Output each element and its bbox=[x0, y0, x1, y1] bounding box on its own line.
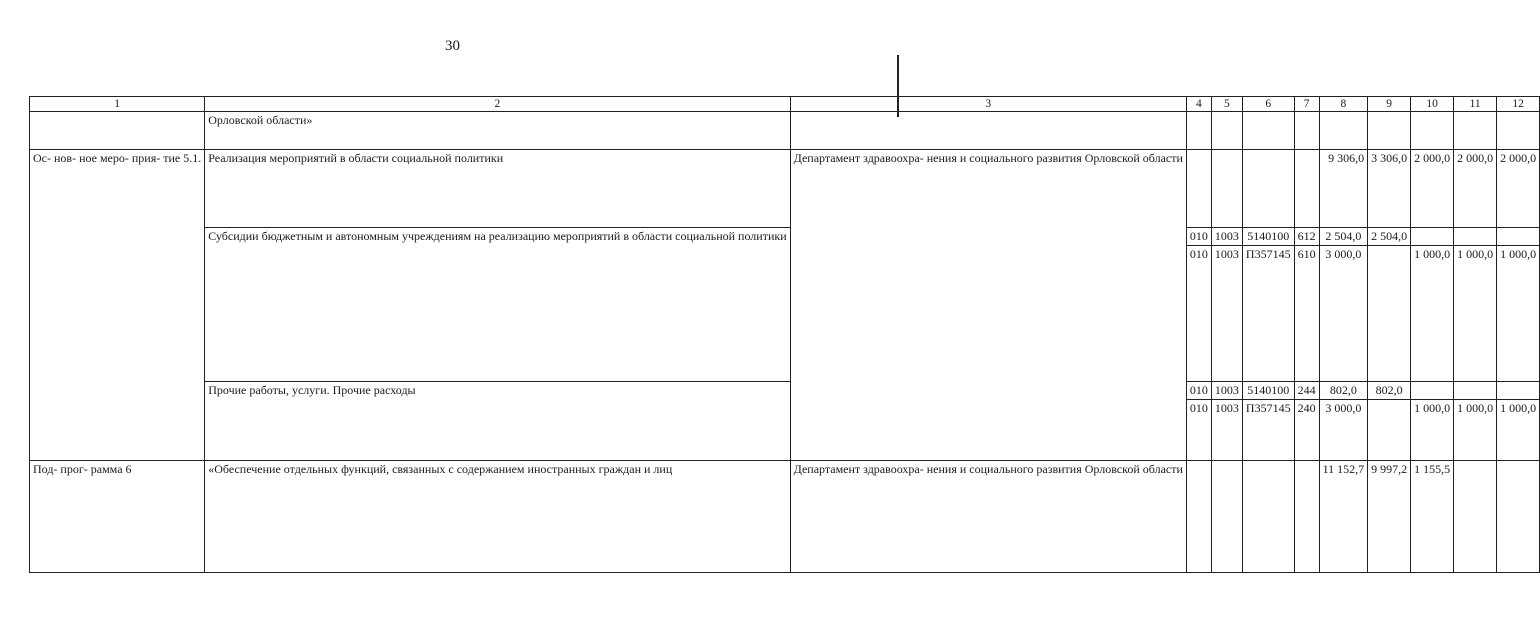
code-cell: 240 bbox=[1294, 399, 1319, 417]
value-cell: 2 504,0 bbox=[1319, 228, 1368, 246]
value-cell: 9 997,2 bbox=[1368, 461, 1411, 573]
value-cell: 2 000,0 bbox=[1411, 150, 1454, 228]
value-cell: 9 306,0 bbox=[1319, 150, 1368, 228]
subprogram-label: Под- прог- рамма 6 bbox=[30, 461, 205, 573]
value-cell: 802,0 bbox=[1319, 381, 1368, 399]
column-number: 7 bbox=[1294, 97, 1319, 112]
table-row bbox=[30, 461, 1540, 573]
code-cell: 612 bbox=[1294, 228, 1319, 246]
code-cell: 1003 bbox=[1211, 399, 1242, 417]
code-cell: П357145 bbox=[1242, 246, 1294, 264]
other-expenses-name: Прочие работы, услуги. Прочие расходы bbox=[205, 381, 790, 461]
value-cell: 1 000,0 bbox=[1497, 399, 1540, 417]
value-cell: 1 000,0 bbox=[1454, 246, 1497, 264]
column-number: 10 bbox=[1411, 97, 1454, 112]
value-cell: 2 000,0 bbox=[1454, 150, 1497, 228]
table-row bbox=[30, 112, 1540, 150]
code-cell: 010 bbox=[1186, 228, 1211, 246]
value-cell: 1 000,0 bbox=[1411, 246, 1454, 264]
executor-cell: Департамент здравоохра- нения и социального развития Орловской области bbox=[790, 461, 1186, 573]
code-cell: П357145 bbox=[1242, 399, 1294, 417]
code-cell: 010 bbox=[1186, 381, 1211, 399]
executor-cell: Департамент здравоохра- нения и социального развития Орловской области bbox=[790, 150, 1186, 461]
table-row bbox=[30, 150, 1540, 228]
continued-name-cell: Орловской области» bbox=[205, 112, 790, 150]
activity-name: Реализация мероприятий в области социальной политики bbox=[205, 150, 790, 228]
value-cell bbox=[1411, 228, 1454, 246]
subprogram-name: «Обеспечение отдельных функций, связанных с содержанием иностранных граждан и лиц bbox=[205, 461, 790, 573]
value-cell: 1 000,0 bbox=[1411, 399, 1454, 417]
table-row bbox=[30, 228, 1540, 246]
value-cell: 3 306,0 bbox=[1368, 150, 1411, 228]
column-number-row bbox=[30, 97, 1540, 112]
value-cell: 802,0 bbox=[1368, 381, 1411, 399]
table-row bbox=[30, 381, 1540, 399]
value-cell bbox=[1497, 228, 1540, 246]
column-number: 11 bbox=[1454, 97, 1497, 112]
column-number: 9 bbox=[1368, 97, 1411, 112]
value-cell bbox=[1454, 381, 1497, 399]
page-number: 30 bbox=[445, 38, 460, 54]
activity-label: Ос- нов- ное меро- прия- тие 5.1. bbox=[30, 150, 205, 461]
value-cell: 1 000,0 bbox=[1497, 246, 1540, 264]
value-cell bbox=[1368, 246, 1411, 264]
code-cell: 010 bbox=[1186, 399, 1211, 417]
subsidy-name: Субсидии бюджетным и автономным учреждениям на реализацию мероприятий в области социальной политики bbox=[205, 228, 790, 382]
code-cell: 010 bbox=[1186, 246, 1211, 264]
value-cell: 1 155,5 bbox=[1411, 461, 1454, 573]
code-cell: 5140100 bbox=[1242, 228, 1294, 246]
value-cell bbox=[1368, 399, 1411, 417]
value-cell: 1 000,0 bbox=[1454, 399, 1497, 417]
value-cell bbox=[1497, 381, 1540, 399]
value-cell: 11 152,7 bbox=[1319, 461, 1368, 573]
code-cell: 244 bbox=[1294, 381, 1319, 399]
code-cell: 1003 bbox=[1211, 381, 1242, 399]
value-cell: 3 000,0 bbox=[1319, 246, 1368, 264]
value-cell: 2 000,0 bbox=[1497, 150, 1540, 228]
value-cell: 3 000,0 bbox=[1319, 399, 1368, 417]
column-number: 2 bbox=[205, 97, 790, 112]
code-cell: 1003 bbox=[1211, 228, 1242, 246]
column-number: 6 bbox=[1242, 97, 1294, 112]
code-cell: 610 bbox=[1294, 246, 1319, 264]
value-cell bbox=[1411, 381, 1454, 399]
value-cell bbox=[1454, 461, 1497, 573]
code-cell: 1003 bbox=[1211, 246, 1242, 264]
column-number: 12 bbox=[1497, 97, 1540, 112]
column-number: 1 bbox=[30, 97, 205, 112]
budget-table bbox=[29, 96, 1540, 573]
value-cell: 2 504,0 bbox=[1368, 228, 1411, 246]
value-cell bbox=[1454, 228, 1497, 246]
column-number: 3 bbox=[790, 97, 1186, 112]
value-cell bbox=[1497, 461, 1540, 573]
column-number: 8 bbox=[1319, 97, 1368, 112]
column-number: 5 bbox=[1211, 97, 1242, 112]
column-number: 4 bbox=[1186, 97, 1211, 112]
code-cell: 5140100 bbox=[1242, 381, 1294, 399]
